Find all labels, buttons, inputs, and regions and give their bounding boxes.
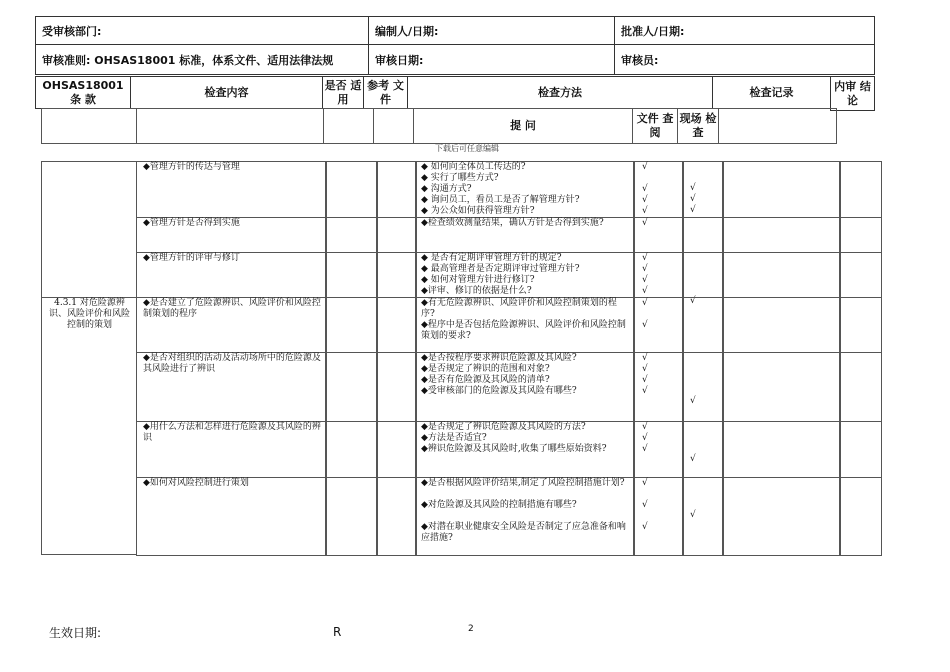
table-cell — [325, 421, 378, 478]
approved-by-label: 批准人/日期: — [615, 17, 875, 45]
question-item: ◆是否按程序要求辨识危险源及其风险? — [421, 353, 577, 363]
col-method: 检查方法 — [407, 76, 713, 109]
table-cell — [376, 252, 417, 298]
table-cell — [722, 421, 841, 478]
doc-check-mark: √ — [642, 444, 648, 454]
site-check-mark: √ — [690, 205, 696, 215]
question-item: ◆是否有危险源及其风险的清单? — [421, 375, 550, 385]
col-question: 提 问 — [413, 108, 633, 144]
table-cell — [682, 252, 724, 298]
table-cell — [839, 161, 882, 218]
table-cell — [136, 477, 327, 556]
doc-check-mark: √ — [642, 386, 648, 396]
doc-check-mark: √ — [642, 522, 648, 532]
table-cell — [376, 477, 417, 556]
table-cell — [682, 217, 724, 253]
question-item: ◆检查绩效测量结果，确认方针是否得到实施? — [421, 218, 604, 228]
question-item: ◆ 如何对管理方针进行修订? — [421, 275, 535, 285]
doc-check-mark: √ — [642, 162, 648, 172]
question-item: ◆程序中是否包括危险源辨识、风险评价和风险控制策划的要求? — [421, 320, 626, 341]
check-content: ◆用什么方法和怎样进行危险源及其风险的辨识 — [143, 422, 321, 443]
col-conclusion: 内审 结论 — [830, 76, 875, 111]
table-cell — [633, 477, 684, 556]
col-site-check: 现场 检查 — [677, 108, 719, 144]
question-item: ◆ 如何向全体员工传达的? — [421, 162, 526, 172]
site-check-mark: √ — [690, 194, 696, 204]
col-record: 检查记录 — [712, 76, 831, 109]
doc-check-mark: √ — [642, 184, 648, 194]
doc-check-mark: √ — [642, 275, 648, 285]
table-cell — [682, 421, 724, 478]
table-cell — [839, 352, 882, 422]
check-content: ◆管理方针是否得到实施 — [143, 218, 240, 228]
table-cell — [633, 161, 684, 218]
sub-content-cell — [136, 108, 324, 144]
table-cell — [722, 217, 841, 253]
table-cell — [839, 252, 882, 298]
doc-check-mark: √ — [642, 264, 648, 274]
table-cell — [376, 217, 417, 253]
question-item: ◆是否规定了辨识的范围和对象? — [421, 364, 550, 374]
doc-check-mark: √ — [642, 195, 648, 205]
table-cell — [682, 352, 724, 422]
question-item: ◆评审、修订的依据是什么? — [421, 286, 532, 296]
sub-applicable-cell — [323, 108, 374, 144]
table-cell — [722, 297, 841, 353]
site-check-mark: √ — [690, 396, 696, 406]
question-item: ◆有无危险源辨识、风险评价和风险控制策划的程序? — [421, 298, 617, 319]
header-table — [35, 16, 875, 75]
table-cell — [633, 352, 684, 422]
table-cell — [325, 161, 378, 218]
doc-check-mark: √ — [642, 286, 648, 296]
question-item: ◆是否规定了辨识危险源及其风险的方法? — [421, 422, 586, 432]
revision-label: R — [333, 625, 342, 639]
question-item: ◆辨识危险源及其风险时,收集了哪些原始资料? — [421, 444, 607, 454]
question-item: ◆ 是否有定期评审管理方针的规定? — [421, 253, 562, 263]
col-applicable: 是否 适用 — [322, 76, 364, 109]
check-content: ◆是否对组织的活动及活动场所中的危险源及其风险进行了辨识 — [143, 353, 321, 374]
check-content: ◆是否建立了危险源辨识、风险评价和风险控制策划的程序 — [143, 298, 321, 319]
question-item: ◆对危险源及其风险的控制措施有哪些? — [421, 500, 577, 510]
edit-note: 下载后可任意编辑 — [435, 144, 499, 153]
doc-check-mark: √ — [642, 253, 648, 263]
question-item: ◆ 为公众如何获得管理方针? — [421, 206, 535, 216]
table-cell — [633, 297, 684, 353]
table-cell — [722, 161, 841, 218]
check-content: ◆管理方针的传达与管理 — [143, 162, 240, 172]
audit-date-label: 审核日期: — [369, 45, 615, 75]
doc-check-mark: √ — [642, 353, 648, 363]
check-content: ◆管理方针的评审与修订 — [143, 253, 240, 263]
table-cell — [376, 297, 417, 353]
table-cell — [376, 352, 417, 422]
sub-reference-cell — [373, 108, 414, 144]
doc-check-mark: √ — [642, 433, 648, 443]
effective-date-label: 生效日期: — [49, 626, 102, 640]
table-cell — [376, 421, 417, 478]
table-cell — [415, 477, 635, 556]
question-item: ◆ 沟通方式? — [421, 184, 472, 194]
table-cell — [325, 252, 378, 298]
site-check-mark: √ — [690, 296, 696, 306]
question-item: ◆受审核部门的危险源及其风险有哪些? — [421, 386, 577, 396]
check-content: ◆如何对风险控制进行策划 — [143, 478, 249, 488]
doc-check-mark: √ — [642, 206, 648, 216]
table-cell — [839, 477, 882, 556]
question-item: ◆对潜在职业健康安全风险是否制定了应急准备和响应措施? — [421, 522, 626, 543]
table-cell — [325, 297, 378, 353]
doc-check-mark: √ — [642, 375, 648, 385]
table-cell — [325, 217, 378, 253]
table-cell — [376, 161, 417, 218]
site-check-mark: √ — [690, 510, 696, 520]
doc-check-mark: √ — [642, 478, 648, 488]
audited-dept-label: 受审核部门: — [36, 17, 369, 45]
table-cell — [633, 421, 684, 478]
question-item: ◆ 最高管理者是否定期评审过管理方针? — [421, 264, 580, 274]
doc-check-mark: √ — [642, 364, 648, 374]
page-number: 2 — [468, 624, 474, 634]
table-cell — [325, 352, 378, 422]
col-clause: OHSAS18001 条 款 — [35, 76, 131, 109]
table-cell — [682, 161, 724, 218]
table-cell — [722, 252, 841, 298]
criteria-label: 审核准则: OHSAS18001 标准，体系文件、适用法律法规 — [36, 45, 369, 75]
table-cell — [839, 217, 882, 253]
sub-record-cell — [718, 108, 837, 144]
clause-text: 4.3.1 对危险源辨识、风险评价和风险控制的策划 — [48, 298, 130, 330]
col-doc-review: 文件 查阅 — [632, 108, 678, 144]
table-cell — [839, 297, 882, 353]
prepared-by-label: 编制人/日期: — [369, 17, 615, 45]
site-check-mark: √ — [690, 183, 696, 193]
doc-check-mark: √ — [642, 298, 648, 308]
site-check-mark: √ — [690, 454, 696, 464]
doc-check-mark: √ — [642, 500, 648, 510]
auditor-label: 审核员: — [615, 45, 875, 75]
question-item: ◆ 询问员工，看员工是否了解管理方针? — [421, 195, 580, 205]
question-item: ◆是否根据风险评价结果,制定了风险控制措施计划? — [421, 478, 625, 488]
table-cell — [682, 477, 724, 556]
doc-check-mark: √ — [642, 218, 648, 228]
question-item: ◆ 实行了哪些方式? — [421, 173, 499, 183]
table-cell — [839, 421, 882, 478]
table-cell — [722, 352, 841, 422]
table-cell — [682, 297, 724, 353]
table-cell — [633, 252, 684, 298]
table-cell — [722, 477, 841, 556]
clause-cell-2 — [41, 297, 137, 555]
question-item: ◆方法是否适宜? — [421, 433, 487, 443]
sub-clause-cell — [41, 108, 137, 144]
doc-check-mark: √ — [642, 320, 648, 330]
col-content: 检查内容 — [130, 76, 323, 109]
table-cell — [633, 217, 684, 253]
col-reference: 参考 文件 — [363, 76, 408, 109]
clause-cell-1 — [41, 161, 137, 298]
doc-check-mark: √ — [642, 422, 648, 432]
table-cell — [325, 477, 378, 556]
